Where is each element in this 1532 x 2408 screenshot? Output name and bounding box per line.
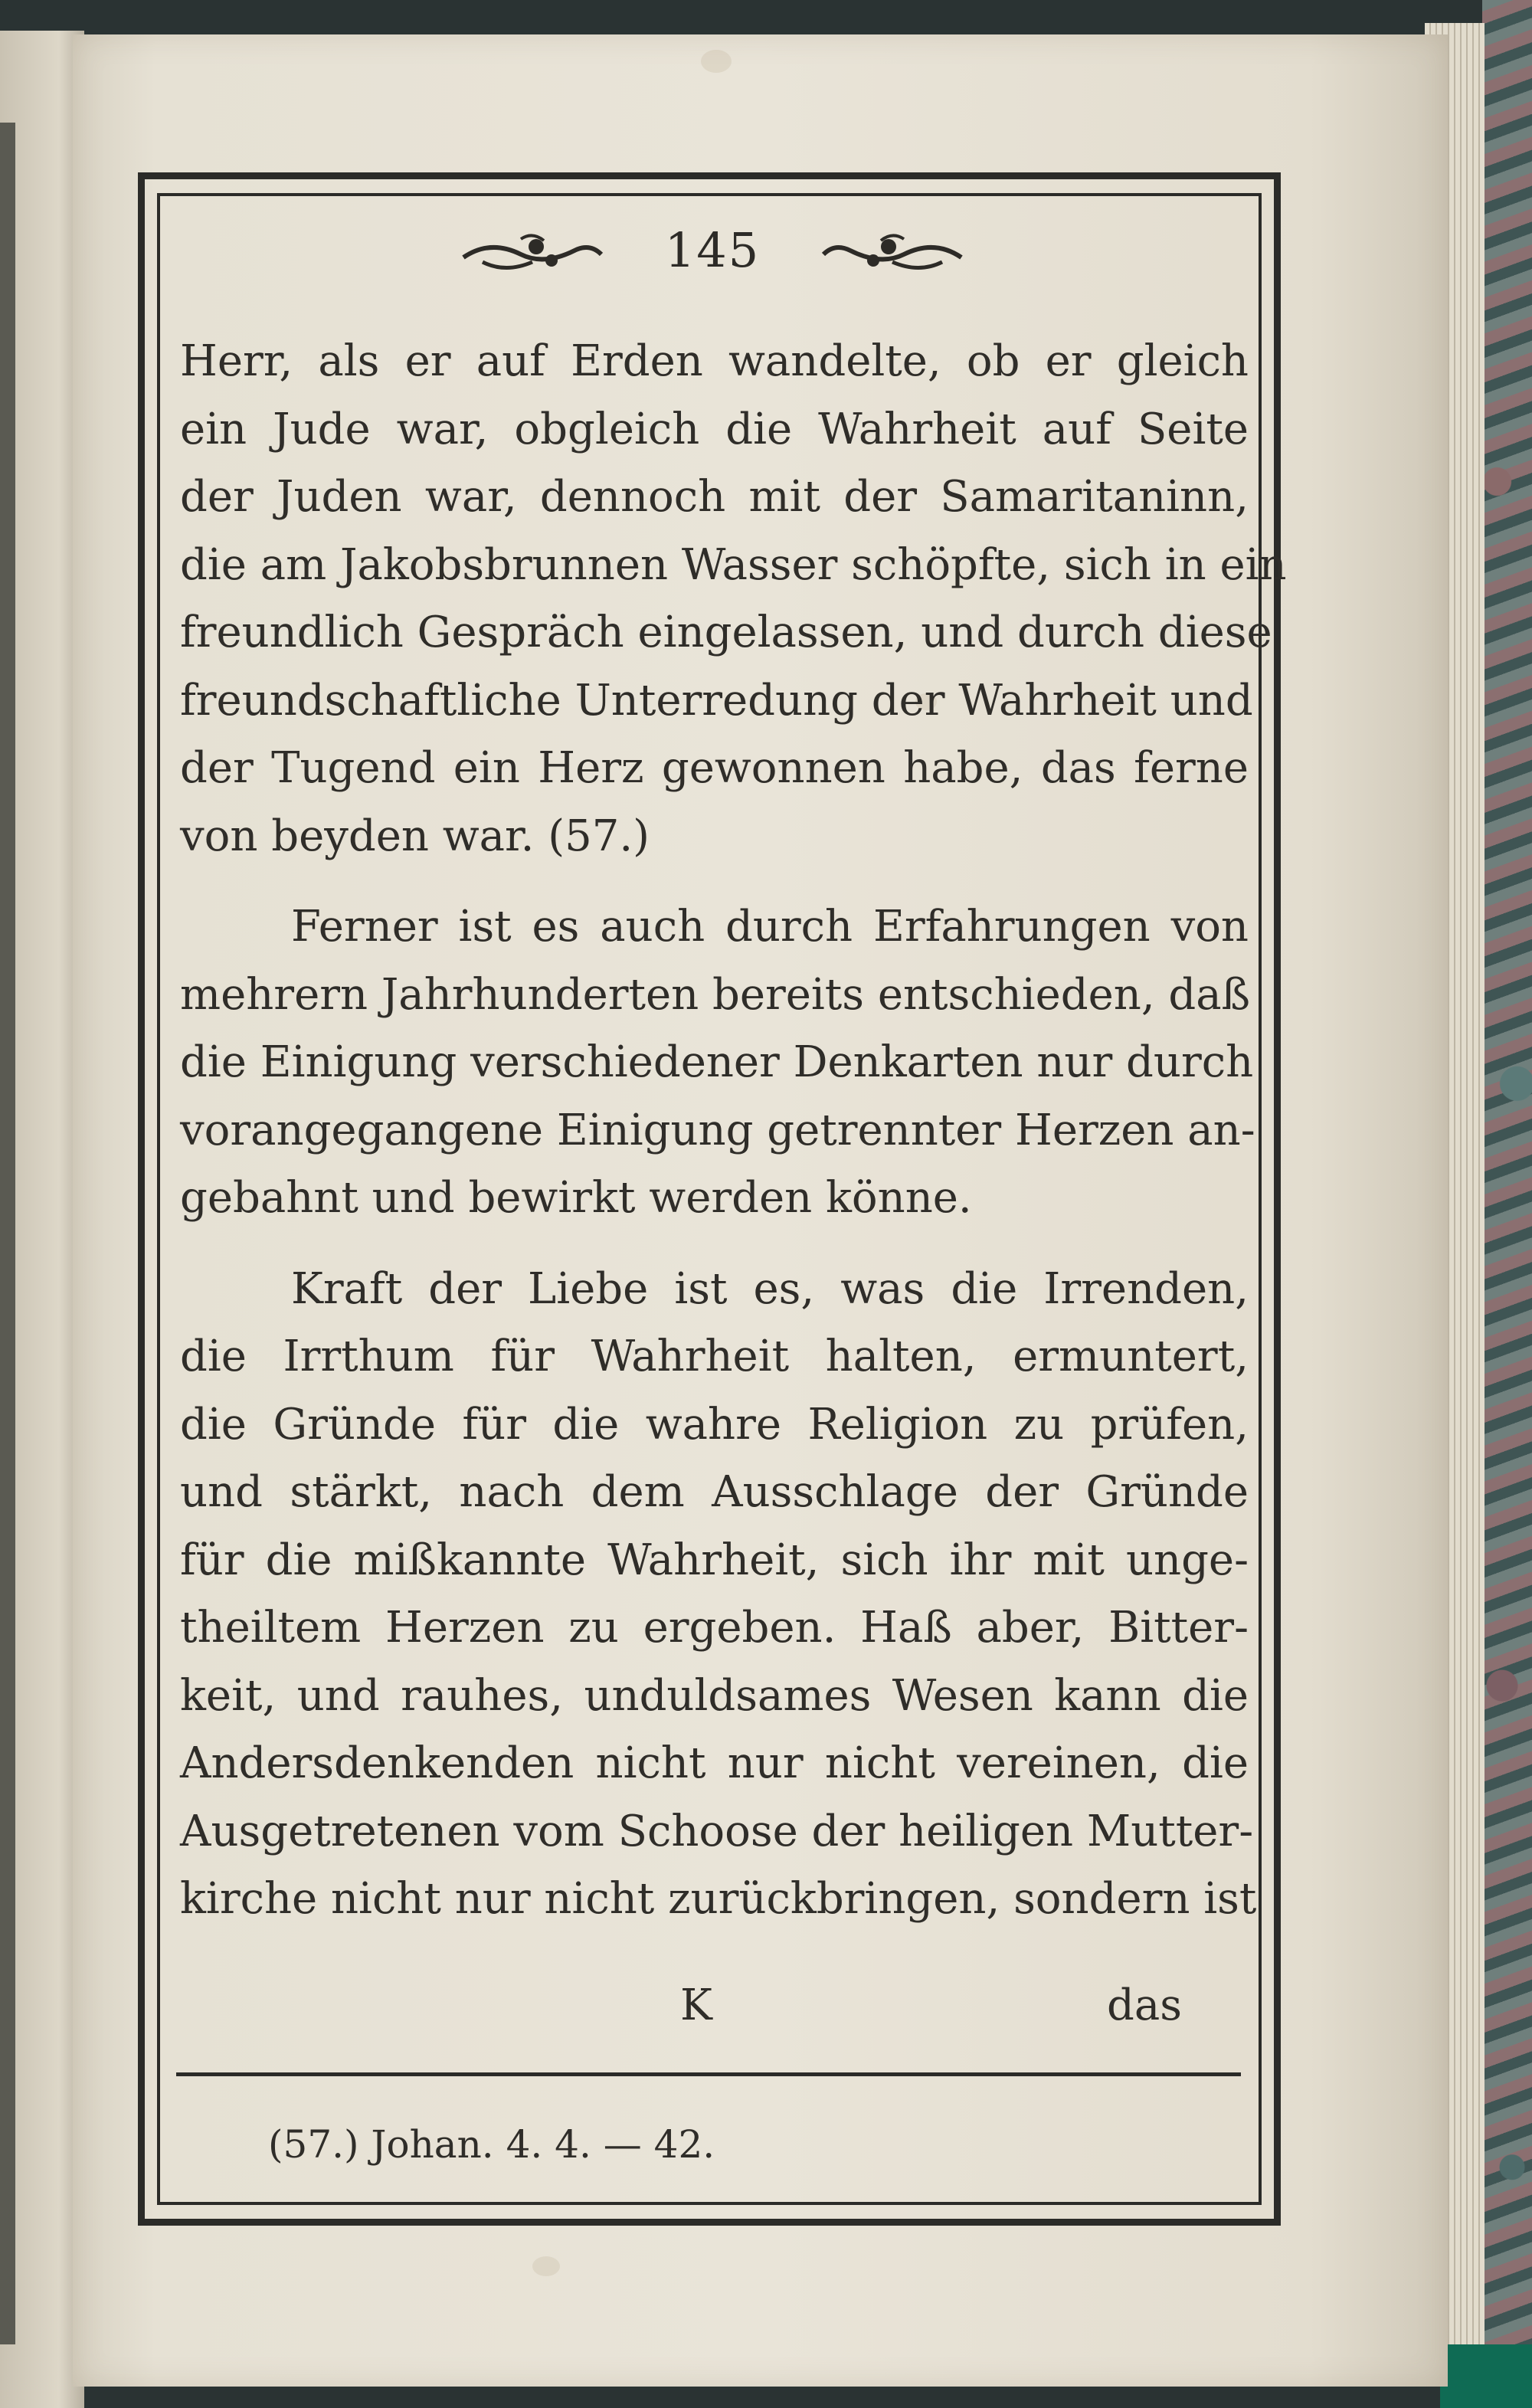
facing-page-edge (0, 31, 84, 2408)
text-line: Kraft der Liebe ist es, was die Irrenden, (291, 1263, 1249, 1314)
page-number: 145 (664, 222, 761, 278)
text-line: die Einigung verschiedener Denkarten nur durch (180, 1037, 1254, 1087)
text-line: mehrern Jahrhunderten bereits entschieden, daß (180, 969, 1251, 1020)
text-line: der Tugend ein Herz gewonnen habe, das ferne (180, 743, 1249, 793)
text-line: Ferner ist es auch durch Erfahrungen von (291, 902, 1249, 952)
footnote-rule (176, 2072, 1241, 2076)
running-header (176, 222, 1249, 291)
text-line: keit, und rauhes, unduldsames Wesen kann die (180, 1670, 1249, 1721)
catchword: das (1107, 1980, 1182, 2030)
text-line: die Gründe für die wahre Religion zu prüfen, (180, 1399, 1249, 1450)
text-line: die am Jakobsbrunnen Wasser schöpfte, sich in ein (180, 539, 1287, 590)
text-line: gebahnt und bewirkt werden könne. (180, 1173, 972, 1223)
text-line: der Juden war, dennoch mit der Samaritaninn, (180, 472, 1249, 522)
text-line: Herr, als er auf Erden wandelte, ob er gleich (180, 336, 1249, 386)
footnote: (57.) Johan. 4. 4. — 42. (268, 2122, 715, 2167)
text-line: und stärkt, nach dem Ausschlage der Gründe (180, 1467, 1249, 1517)
text-line: Andersdenkenden nicht nur nicht vereinen, die (180, 1738, 1249, 1788)
text-line: kirche nicht nur nicht zurückbringen, sondern ist (180, 1874, 1257, 1924)
text-line: von beyden war. (57.) (180, 811, 650, 861)
text-line: Ausgetretenen vom Schoose der heiligen Mutter- (180, 1806, 1254, 1856)
signature-mark: K (680, 1980, 712, 2030)
text-line: vorangegangene Einigung getrennter Herzen an- (180, 1105, 1255, 1155)
green-endpaper (1440, 2344, 1532, 2408)
body-text (180, 328, 1287, 1934)
text-line: freundschaftliche Unterredung der Wahrheit und (180, 675, 1253, 726)
ornament-right-icon (820, 231, 965, 277)
text-line: ein Jude war, obgleich die Wahrheit auf Seite (180, 404, 1249, 454)
text-line: die Irrthum für Wahrheit halten, ermuntert, (180, 1332, 1249, 1381)
marbled-cover (1482, 0, 1532, 2408)
text-line: theiltem Herzen zu ergeben. Haß aber, Bitter- (180, 1603, 1249, 1653)
text-line: für die mißkannte Wahrheit, sich ihr mit unge- (180, 1535, 1249, 1585)
text-line: freundlich Gespräch eingelassen, und durch diese (180, 608, 1272, 657)
